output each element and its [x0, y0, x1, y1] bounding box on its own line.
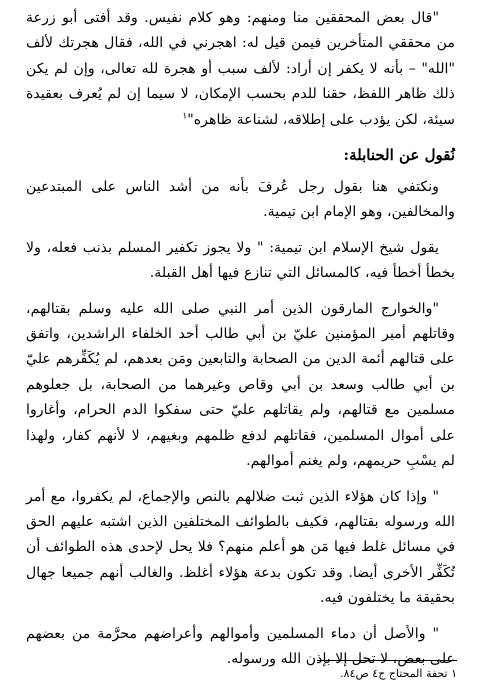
paragraph-5: " وإذا كان هؤلاء الذين ثبت ضلالهم بالنص والإجماع، لم يكفروا، مع أمر الله ورسوله بقتالهم، فكيف بالطوائف المختلفين الذين اشتبه عليهم الحق في مسائل غلط فيها مَن هو أعلم منهم؟ فلا يحل لإحدى هذه الطوائف أن تُكَفِّر الأخرى أيضا. وقد تكون بدعة هؤلاء أغلظ. والغالب أنهم جميعا جهال بحقيقة ما يختلفون فيه. — [26, 488, 455, 607]
footnote: ١ تحفة المحتاج ج٤ ص٨٤. — [340, 667, 457, 680]
footnote-reference: ١ — [182, 110, 188, 121]
paragraph-3: يقول شيخ الإسلام ابن تيمية: " ولا يجوز تكفير المسلم بذنب فعله، ولا بخطأ أخطأ فيه، كالمسائل التي تنازع فيها أهل القبلة. — [26, 239, 455, 282]
paragraph-1-text: "قال بعض المحققين منا ومنهم: وهو كلام نفيس. وقد أفتى أبو زرعة من محققي المتأخرين فيمن قيل له: اهجرني في الله، فقال هجرتك لألف "الله" – بأنه لا يكفر إن أراد: لألف سبب أو هجرة لله تعالى، وإن لم يكن ذلك ظاهر اللفظ، حقنا للدم بحسب الإمكان، لا سيما إن لم يُعرف بعقيدة سيئة، لكن يؤدب على إطلاقه، لشناعة ظاهره" — [26, 10, 455, 128]
footnote-divider — [317, 660, 457, 661]
paragraph-2: ونكتفي هنا بقول رجل عُرفَ بأنه من أشد الناس على المبتدعين والمخالفين، وهو الإمام ابن تيمية. — [26, 179, 455, 221]
paragraph-4: "والخوارج المارقون الذين أمر النبي صلى الله عليه وسلم بقتالهم، وقاتلهم أمير المؤمنين عليّ بن أبي طالب أحد الخلفاء الراشدين، واتفق على قتالهم أئمة الدين من الصحابة والتابعين ومَن بعدهم، لم يُكَفِّرهم عليّ بن أبي طالب وسعد بن أبي وقاص وغيرهما من الصحابة، بل جعلوهم مسلمين مع قتالهم، ولم يقاتلهم عليّ حتى سفكوا الدم الحرام، وأغاروا على أموال المسلمين، فقاتلهم لدفع ظلمهم وبغيهم، لا لأنهم كفار، ولهذا لم يسْبِ حريمهم، ولم يغنم أموالهم. — [26, 300, 455, 470]
paragraph-1 — [26, 6, 455, 133]
section-heading: نُقول عن الحنابلة: — [343, 146, 455, 165]
paragraph-6: " والأصل أن دماء المسلمين وأموالهم وأعراضهم محرَّمة من بعضهم على بعض، لا تحل إلا بإذن الله ورسوله. — [26, 625, 455, 667]
